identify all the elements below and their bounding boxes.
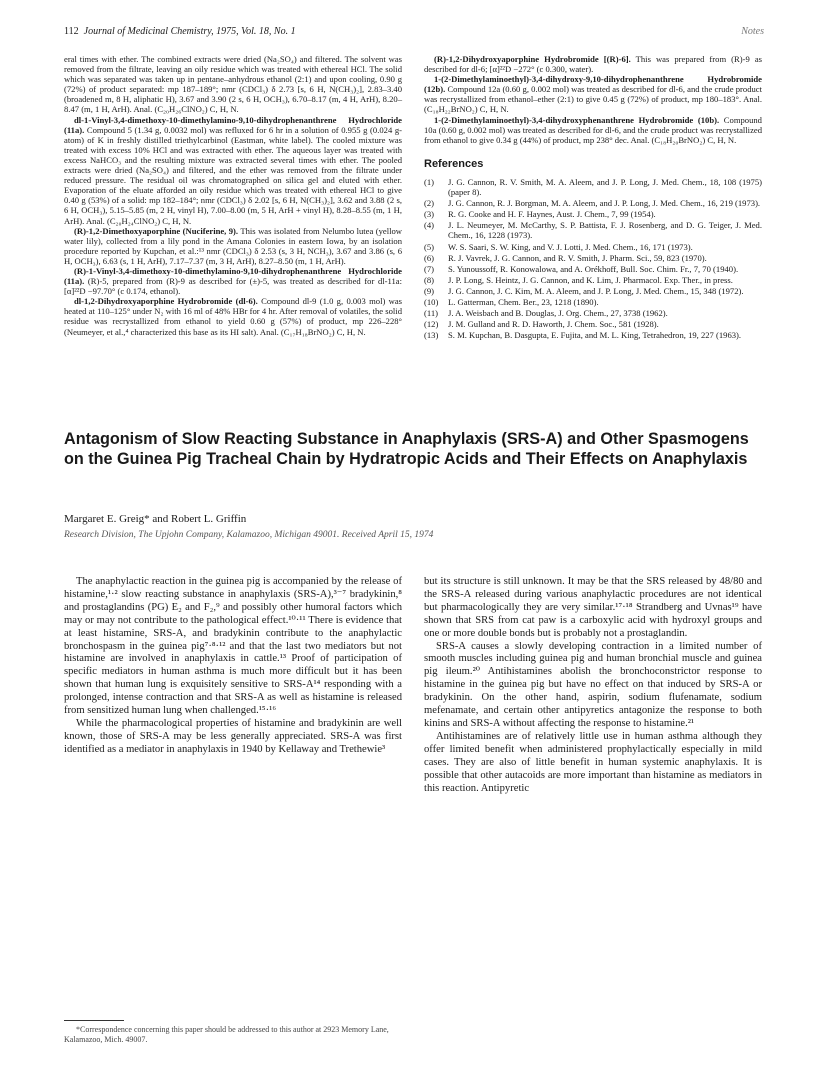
footnote-divider <box>64 1020 124 1021</box>
reference-item: (4) J. L. Neumeyer, M. McCarthy, S. P. Battista, F. J. Rosenberg, and D. G. Teiger, J. Med. Chem., 16, 1228 (1973). <box>424 220 762 241</box>
running-head <box>64 26 764 40</box>
article-body-right-column <box>424 576 762 795</box>
running-head-left <box>64 26 296 37</box>
article-body-left-column <box>64 576 402 757</box>
section-label: Notes <box>741 26 764 37</box>
article-authors: Margaret E. Greig* and Robert L. Griffin <box>64 513 247 525</box>
experimental-paragraph: (R)-1-Vinyl-3,4-dimethoxy-10-dimethylamino-9,10-dihydrophenanthrene Hydrochloride (11a). (R)-5, prepared from (R)-9 as described for (±)-5, was treated as described for dl-11a: [α]²²D −97.70° (c 0.174, ethanol). <box>64 265 402 297</box>
reference-number: (4) <box>424 220 435 231</box>
reference-item: (6) R. J. Vavrek, J. G. Cannon, and R. V. Smith, J. Pharm. Sci., 59, 823 (1970). <box>424 252 707 263</box>
reference-number: (9) <box>424 285 435 296</box>
experimental-left-column <box>64 54 402 337</box>
reference-number: (11) <box>424 308 438 319</box>
references-list <box>424 177 762 340</box>
experimental-right-column <box>424 54 762 341</box>
experimental-paragraph: dl-1,2-Dihydroxyaporphine Hydrobromide (dl-6). Compound dl-9 (1.0 g, 0.003 mol) was heated at 110–125° under N₂ with 16 ml of 48% HBr for 4 hr. After removal of volatiles, the solid residue was recrystallized from ethanol to yield 0.60 g (57%) of product, mp 226–228° (Neumeyer, et al.,⁴ characterized this base as its HI salt). Anal. (C₁₇H₁₈BrNO₂) C, H, N. <box>64 296 402 337</box>
compound-heading: dl-1-Vinyl-3,4-dimethoxy-10-dimethylamino-9,10-dihydrophenanthrene Hydrochloride (11a). <box>64 114 402 135</box>
reference-number: (13) <box>424 330 439 341</box>
correspondence-footnote: *Correspondence concerning this paper should be addressed to this author at 2923 Memory Lane, Kalamazoo, Mich. 49007. <box>64 1025 389 1044</box>
page-number: 112 <box>64 26 79 37</box>
reference-number: (1) <box>424 176 435 187</box>
experimental-paragraph: (R)-1,2-Dimethoxyaporphine (Nuciferine, 9). This was isolated from Nelumbo lutea (yellow water lily), collected from a lily pond in the Amana Colonies in eastern Iowa, by an isolation procedure reported by Kupchan, et al.:¹³ nmr (CDCl₃) δ 2.53 (s, 3 H, NCH₃), 3.67 and 3.86 (s, 6 H, OCH₃), 6.63 (s, 1 H, ArH), 7.17–7.37 (m, 3 H, ArH), 8.27–8.50 (m, 1 H, ArH). <box>64 225 402 266</box>
reference-item: (8) J. P. Long, S. Heintz, J. G. Cannon, and K. Lim, J. Pharmacol. Exp. Ther., in press. <box>424 274 733 285</box>
references-heading: References <box>424 157 484 170</box>
reference-item: (2) J. G. Cannon, R. J. Borgman, M. A. Aleem, and J. P. Long, J. Med. Chem., 16, 219 (1973). <box>424 198 761 209</box>
reference-number: (3) <box>424 209 435 220</box>
reference-item: (3) R. G. Cooke and H. F. Haynes, Aust. J. Chem., 7, 99 (1954). <box>424 209 656 220</box>
compound-heading: (R)-1,2-Dihydroxyaporphine Hydrobromide [(R)-6]. <box>434 54 631 64</box>
reference-item: (11) J. A. Weisbach and B. Douglas, J. Org. Chem., 27, 3738 (1962). <box>424 308 668 319</box>
reference-number: (2) <box>424 198 435 209</box>
reference-item: (13) S. M. Kupchan, B. Dasgupta, E. Fujita, and M. L. King, Tetrahedron, 19, 227 (1963). <box>424 330 742 341</box>
compound-heading: (R)-1,2-Dimethoxyaporphine (Nuciferine, 9). <box>74 225 239 236</box>
experimental-paragraph: 1-(2-Dimethylaminoethyl)-3,4-dihydroxy-9,10-dihydrophenanthrene Hydrobromide (12b). Compound 12a (0.60 g, 0.002 mol) was treated as described for dl-6, and the crude product was recrystallized from ethanol–ether (2:1) to give 0.45 g (72%) of product, mp 180–183°. Anal. (C₁₈H₂₂BrNO₂) C, H, N. <box>424 74 762 115</box>
reference-number: (12) <box>424 319 439 330</box>
reference-item: (12) J. M. Gulland and R. D. Haworth, J. Chem. Soc., 581 (1928). <box>424 319 659 330</box>
reference-number: (8) <box>424 274 435 285</box>
reference-item: (1) J. G. Cannon, R. V. Smith, M. A. Aleem, and J. P. Long, J. Med. Chem., 18, 108 (1975) (paper 8). <box>424 176 762 198</box>
reference-number: (6) <box>424 252 435 263</box>
experimental-paragraph: 1-(2-Dimethylaminoethyl)-3,4-dihydroxyphenanthrene Hydrobromide (10b). Compound 10a (0.60 g, 0.002 mol) was treated as described for dl-6, and the crude product was recrystallized from ethanol to give 0.34 g (44%) of product, mp 238° dec. Anal. (C₁₈H₂₀BrNO₂) C, H, N. <box>424 114 762 145</box>
compound-heading: 1-(2-Dimethylaminoethyl)-3,4-dihydroxyphenanthrene Hydrobromide (10b). <box>434 114 720 125</box>
experimental-paragraph: eral times with ether. The combined extracts were dried (Na₂SO₄) and filtered. The solvent was removed from the filtrate, leaving an oily residue which was treated with ethereal HCl. The solid which was separated was taken up in pentane–anhydrous ethanol (2:1) and upon cooling, 0.90 g (72%) of product separated: mp 187–189°; nmr (CDCl₃) δ 2.73 [s, 6 H, N(CH₃)₂], 2.83–3.40 (broadened m, 8 H, aliphatic H), 3.67 and 3.90 (2 s, 6 H, OCH₃), 6.70–8.17 (m, 4 H, ArH), 8.20–8.47 (m, 1 H, ArH). Anal. (C₂₀H₂₆ClNO₂) C, H, N. <box>64 54 402 115</box>
reference-item: (10) L. Gatterman, Chem. Ber., 23, 1218 (1890). <box>424 296 599 307</box>
article-affiliation: Research Division, The Upjohn Company, Kalamazoo, Michigan 49001. Received April 15, 1974 <box>64 530 434 540</box>
experimental-paragraph: (R)-1,2-Dihydroxyaporphine Hydrobromide [(R)-6]. This was prepared from (R)-9 as described for dl-6; [α]²²D −272° (c 0.300, water). <box>424 54 762 75</box>
body-paragraph: SRS-A causes a slowly developing contraction in a limited number of smooth muscles including guinea pig and human bronchial muscle and guinea pig ileum.²⁰ Antihistamines abolish the bronchoconstrictor response to histamine in the guinea pig but have no effect on that induced by SRS-A or bradykinin. On the other hand, aspirin, sodium flufenamate, sodium mefenamate, and certain other antipyretics antagonize the response to both kinins and SRS-A without affecting the response to histamine.²¹ <box>424 640 762 729</box>
body-paragraph: but its structure is still unknown. It may be that the SRS released by 48/80 and the SRS-A released during various anaphylactic procedures are not identical but pharmacologically they are very similar.¹⁷·¹⁸ Strandberg and Uvnas¹⁹ have shown that SRS from cat paw is a carboxylic acid with hydroxyl groups and one or more double bonds but is probably not a prostaglandin. <box>424 576 762 639</box>
reference-item: (7) S. Yunoussoff, R. Konowalowa, and A. Orékhoff, Bull. Soc. Chim. Fr., 7, 70 (1940). <box>424 263 739 274</box>
article-title: Antagonism of Slow Reacting Substance in Anaphylaxis (SRS-A) and Other Spasmogens on the Guinea Pig Tracheal Chain by Hydratropic Acids and Their Effects on Anaphylaxis <box>64 430 749 468</box>
reference-number: (10) <box>424 296 439 307</box>
body-paragraph: Antihistamines are of relatively little use in human asthma although they offer limited benefit when administered prophylactically especially in mild cases. They are also of little benefit in human systemic anaphylaxis. It is possible that other autacoids are more important than histamine as mediators in this reaction. Antipyretic <box>424 730 762 794</box>
compound-heading: (R)-1-Vinyl-3,4-dimethoxy-10-dimethylamino-9,10-dihydrophenanthrene Hydrochloride (11a). <box>64 265 402 287</box>
experimental-paragraph: dl-1-Vinyl-3,4-dimethoxy-10-dimethylamino-9,10-dihydrophenanthrene Hydrochloride (11a). Compound 5 (1.34 g, 0.0032 mol) was refluxed for 6 hr in a solution of 0.955 g (0.024 g-atom) of K in freshly distilled triethylcarbinol (Eastman, white label). The cooled mixture was treated with excess 10% HCl and was extracted with ether. The aqueous layer was treated with excess NaHCO₃ and the resulting mixture was extracted several times with ether. The pooled extracts were dried (Na₂SO₄) and filtered, and the ether was removed from the filtrate under reduced pressure. The residual oil was chromatographed on silica gel and eluted with ether. Evaporation of the eluate afforded an oily residue which was treated with ethereal HCl to give 0.40 g (53%) of a solid: mp 182–184°; nmr (CDCl₃) δ 2.02 [s, 6 H, N(CH₃)₂], 3.62 and 3.88 (2 s, 6 H, OCH₃), 5.15–5.85 (m, 2 H, vinyl H), 7.00–8.00 (m, 5 H, ArH + vinyl H), 8.28–8.55 (m, 1 H, ArH). Anal. (C₂₀H₂₄ClNO₂) C, H, N. <box>64 114 402 226</box>
reference-number: (5) <box>424 241 435 252</box>
compound-heading: 1-(2-Dimethylaminoethyl)-3,4-dihydroxy-9,10-dihydrophenanthrene Hydrobromide (12b). <box>424 74 762 95</box>
reference-item: (5) W. S. Saari, S. W. King, and V. J. Lotti, J. Med. Chem., 16, 171 (1973). <box>424 241 693 252</box>
reference-number: (7) <box>424 263 435 274</box>
body-paragraph: The anaphylactic reaction in the guinea pig is accompanied by the release of histamine,¹·² slow reacting substance in anaphylaxis (SRS-A),³⁻⁷ bradykinin,⁸ and prostaglandins (PG) E₂ and F₂,⁹ and possibly other humoral factors which may or may not contribute to the pathological effect.¹⁰·¹¹ There is evidence that at least histamine, SRS-A, and bradykinin contribute to the anaphylactic bronchospasm in the guinea pig⁷·⁸·¹² and that the last two mediators but not histamine are involved in anaphylaxis in cattle.¹³ Proof of participation of specific mediators in human asthma is much more difficult but it has been shown that human lung is exquisitely sensitive to SRS-A¹⁴ responding with a prolonged, intense contraction and that SRS-A as well as histamine is released from sensitized human lung when challenged.¹⁵·¹⁶ <box>64 576 402 717</box>
reference-item: (9) J. G. Cannon, J. C. Kim, M. A. Aleem, and J. P. Long, J. Med. Chem., 15, 348 (1972). <box>424 285 744 296</box>
compound-heading: dl-1,2-Dihydroxyaporphine Hydrobromide (dl-6). <box>74 296 258 307</box>
journal-citation: Journal of Medicinal Chemistry, 1975, Vol. 18, No. 1 <box>83 26 296 37</box>
body-paragraph: While the pharmacological properties of histamine and bradykinin are well known, those of SRS-A may be less generally appreciated. SRS-A was first identified as a mediator in anaphylaxis in 1940 by Kellaway and Trethewie³ <box>64 717 402 755</box>
